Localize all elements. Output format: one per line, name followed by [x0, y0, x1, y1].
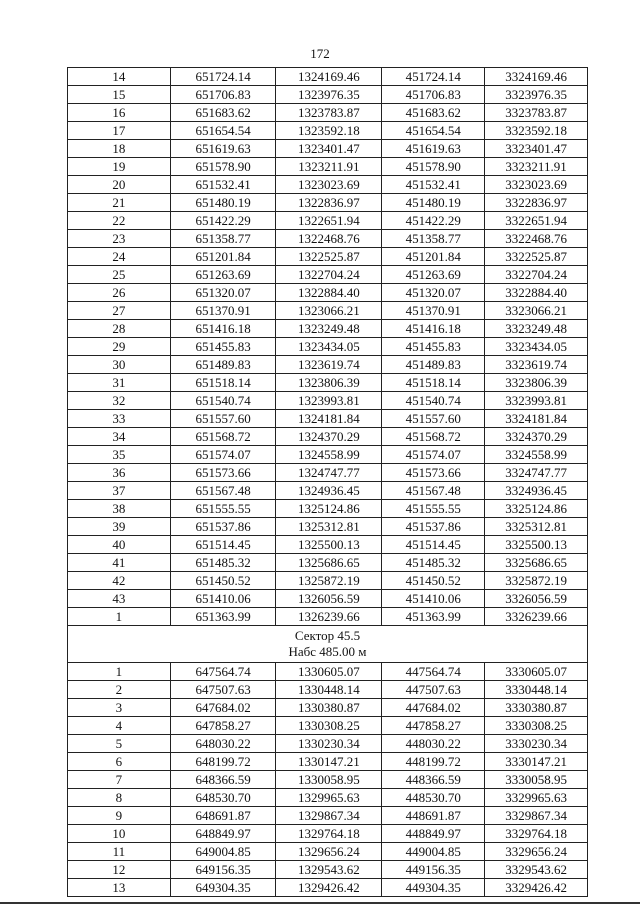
y-coordinate-cell: 1325872.19	[276, 572, 382, 590]
point-number-cell: 28	[68, 320, 171, 338]
y-coordinate-cell: 1324936.45	[276, 482, 382, 500]
table-row	[68, 879, 588, 897]
point-number-cell: 42	[68, 572, 171, 590]
y-coordinate-cell: 1324181.84	[276, 410, 382, 428]
point-number-cell: 1	[68, 608, 171, 626]
table-row	[68, 717, 588, 735]
x-coordinate-cell: 648849.97	[170, 825, 276, 843]
table-row	[68, 266, 588, 284]
x-local-cell: 451683.62	[382, 104, 485, 122]
x-local-cell: 451358.77	[382, 230, 485, 248]
table-row	[68, 410, 588, 428]
table-row	[68, 500, 588, 518]
point-number-cell: 6	[68, 753, 171, 771]
x-local-cell: 448849.97	[382, 825, 485, 843]
y-local-cell: 3324747.77	[485, 464, 588, 482]
section-header-row	[68, 626, 588, 663]
point-number-cell: 22	[68, 212, 171, 230]
section-title: Сектор 45.5	[294, 628, 361, 643]
table-row	[68, 590, 588, 608]
coordinates-table	[67, 67, 588, 897]
table-row	[68, 536, 588, 554]
point-number-cell: 21	[68, 194, 171, 212]
y-coordinate-cell: 1330058.95	[276, 771, 382, 789]
y-coordinate-cell: 1325686.65	[276, 554, 382, 572]
y-coordinate-cell: 1326239.66	[276, 608, 382, 626]
x-coordinate-cell: 647564.74	[170, 663, 276, 681]
table-row	[68, 554, 588, 572]
x-coordinate-cell: 651573.66	[170, 464, 276, 482]
x-coordinate-cell: 651568.72	[170, 428, 276, 446]
y-local-cell: 3329656.24	[485, 843, 588, 861]
x-coordinate-cell: 649156.35	[170, 861, 276, 879]
table-row	[68, 338, 588, 356]
y-coordinate-cell: 1322651.94	[276, 212, 382, 230]
x-local-cell: 451578.90	[382, 158, 485, 176]
table-row	[68, 158, 588, 176]
y-local-cell: 3325500.13	[485, 536, 588, 554]
point-number-cell: 43	[68, 590, 171, 608]
table-row	[68, 807, 588, 825]
y-local-cell: 3323249.48	[485, 320, 588, 338]
x-coordinate-cell: 651489.83	[170, 356, 276, 374]
x-local-cell: 451480.19	[382, 194, 485, 212]
table-row	[68, 320, 588, 338]
y-coordinate-cell: 1329867.34	[276, 807, 382, 825]
table-row	[68, 212, 588, 230]
point-number-cell: 40	[68, 536, 171, 554]
y-coordinate-cell: 1330147.21	[276, 753, 382, 771]
y-local-cell: 3322884.40	[485, 284, 588, 302]
point-number-cell: 8	[68, 789, 171, 807]
x-local-cell: 451450.52	[382, 572, 485, 590]
x-local-cell: 451263.69	[382, 266, 485, 284]
x-local-cell: 451489.83	[382, 356, 485, 374]
y-coordinate-cell: 1323211.91	[276, 158, 382, 176]
table-row	[68, 122, 588, 140]
x-coordinate-cell: 651514.45	[170, 536, 276, 554]
section-header-cell	[68, 626, 588, 663]
x-coordinate-cell: 651410.06	[170, 590, 276, 608]
table-row	[68, 464, 588, 482]
y-coordinate-cell: 1323434.05	[276, 338, 382, 356]
x-local-cell: 451724.14	[382, 68, 485, 86]
y-local-cell: 3329867.34	[485, 807, 588, 825]
x-coordinate-cell: 651480.19	[170, 194, 276, 212]
y-local-cell: 3324169.46	[485, 68, 588, 86]
x-local-cell: 451619.63	[382, 140, 485, 158]
y-coordinate-cell: 1323806.39	[276, 374, 382, 392]
point-number-cell: 29	[68, 338, 171, 356]
table-row	[68, 753, 588, 771]
x-local-cell: 451568.72	[382, 428, 485, 446]
x-local-cell: 451540.74	[382, 392, 485, 410]
x-coordinate-cell: 649004.85	[170, 843, 276, 861]
x-local-cell: 451537.86	[382, 518, 485, 536]
point-number-cell: 7	[68, 771, 171, 789]
y-local-cell: 3324181.84	[485, 410, 588, 428]
x-local-cell: 447507.63	[382, 681, 485, 699]
y-coordinate-cell: 1322468.76	[276, 230, 382, 248]
y-local-cell: 3322704.24	[485, 266, 588, 284]
y-local-cell: 3323434.05	[485, 338, 588, 356]
y-local-cell: 3323976.35	[485, 86, 588, 104]
point-number-cell: 18	[68, 140, 171, 158]
y-coordinate-cell: 1325312.81	[276, 518, 382, 536]
table-row	[68, 771, 588, 789]
point-number-cell: 20	[68, 176, 171, 194]
x-local-cell: 451654.54	[382, 122, 485, 140]
table-row	[68, 861, 588, 879]
y-local-cell: 3322651.94	[485, 212, 588, 230]
y-coordinate-cell: 1324370.29	[276, 428, 382, 446]
x-local-cell: 451416.18	[382, 320, 485, 338]
y-local-cell: 3330147.21	[485, 753, 588, 771]
x-coordinate-cell: 651485.32	[170, 554, 276, 572]
x-local-cell: 451410.06	[382, 590, 485, 608]
y-local-cell: 3330448.14	[485, 681, 588, 699]
x-local-cell: 447858.27	[382, 717, 485, 735]
y-local-cell: 3325124.86	[485, 500, 588, 518]
x-local-cell: 451514.45	[382, 536, 485, 554]
x-coordinate-cell: 651363.99	[170, 608, 276, 626]
x-coordinate-cell: 651578.90	[170, 158, 276, 176]
y-coordinate-cell: 1323401.47	[276, 140, 382, 158]
table-row	[68, 446, 588, 464]
y-local-cell: 3323619.74	[485, 356, 588, 374]
point-number-cell: 1	[68, 663, 171, 681]
point-number-cell: 33	[68, 410, 171, 428]
y-local-cell: 3322468.76	[485, 230, 588, 248]
y-local-cell: 3330380.87	[485, 699, 588, 717]
y-local-cell: 3323783.87	[485, 104, 588, 122]
table-body-bottom	[68, 663, 588, 897]
point-number-cell: 16	[68, 104, 171, 122]
x-coordinate-cell: 651555.55	[170, 500, 276, 518]
y-coordinate-cell: 1323592.18	[276, 122, 382, 140]
y-coordinate-cell: 1324747.77	[276, 464, 382, 482]
y-local-cell: 3330230.34	[485, 735, 588, 753]
x-local-cell: 448199.72	[382, 753, 485, 771]
y-coordinate-cell: 1330605.07	[276, 663, 382, 681]
point-number-cell: 41	[68, 554, 171, 572]
x-local-cell: 451485.32	[382, 554, 485, 572]
point-number-cell: 13	[68, 879, 171, 897]
x-coordinate-cell: 651450.52	[170, 572, 276, 590]
y-local-cell: 3322836.97	[485, 194, 588, 212]
y-local-cell: 3329764.18	[485, 825, 588, 843]
x-local-cell: 449304.35	[382, 879, 485, 897]
table-row	[68, 230, 588, 248]
x-coordinate-cell: 648691.87	[170, 807, 276, 825]
point-number-cell: 37	[68, 482, 171, 500]
point-number-cell: 31	[68, 374, 171, 392]
table-row	[68, 681, 588, 699]
table-row	[68, 699, 588, 717]
point-number-cell: 5	[68, 735, 171, 753]
x-coordinate-cell: 651455.83	[170, 338, 276, 356]
point-number-cell: 35	[68, 446, 171, 464]
point-number-cell: 30	[68, 356, 171, 374]
x-coordinate-cell: 651706.83	[170, 86, 276, 104]
point-number-cell: 19	[68, 158, 171, 176]
y-coordinate-cell: 1330230.34	[276, 735, 382, 753]
y-coordinate-cell: 1323066.21	[276, 302, 382, 320]
x-coordinate-cell: 651683.62	[170, 104, 276, 122]
y-local-cell: 3329965.63	[485, 789, 588, 807]
table-row	[68, 482, 588, 500]
x-coordinate-cell: 651619.63	[170, 140, 276, 158]
point-number-cell: 2	[68, 681, 171, 699]
y-coordinate-cell: 1322704.24	[276, 266, 382, 284]
x-coordinate-cell: 651537.86	[170, 518, 276, 536]
y-coordinate-cell: 1323023.69	[276, 176, 382, 194]
point-number-cell: 9	[68, 807, 171, 825]
table-row	[68, 374, 588, 392]
table-row	[68, 825, 588, 843]
point-number-cell: 38	[68, 500, 171, 518]
y-local-cell: 3325686.65	[485, 554, 588, 572]
table-row	[68, 608, 588, 626]
x-coordinate-cell: 648199.72	[170, 753, 276, 771]
table-row	[68, 356, 588, 374]
y-coordinate-cell: 1323783.87	[276, 104, 382, 122]
point-number-cell: 32	[68, 392, 171, 410]
y-coordinate-cell: 1329543.62	[276, 861, 382, 879]
x-coordinate-cell: 651540.74	[170, 392, 276, 410]
y-local-cell: 3324558.99	[485, 446, 588, 464]
y-local-cell: 3329426.42	[485, 879, 588, 897]
table-row	[68, 176, 588, 194]
y-local-cell: 3330058.95	[485, 771, 588, 789]
table-row	[68, 392, 588, 410]
x-local-cell: 451706.83	[382, 86, 485, 104]
x-local-cell: 451532.41	[382, 176, 485, 194]
y-local-cell: 3325312.81	[485, 518, 588, 536]
x-local-cell: 451574.07	[382, 446, 485, 464]
x-coordinate-cell: 651320.07	[170, 284, 276, 302]
x-local-cell: 449004.85	[382, 843, 485, 861]
y-local-cell: 3326056.59	[485, 590, 588, 608]
x-local-cell: 451557.60	[382, 410, 485, 428]
x-local-cell: 448691.87	[382, 807, 485, 825]
table-row	[68, 284, 588, 302]
table-row	[68, 518, 588, 536]
table-row	[68, 735, 588, 753]
y-coordinate-cell: 1323619.74	[276, 356, 382, 374]
x-local-cell: 448030.22	[382, 735, 485, 753]
x-coordinate-cell: 648030.22	[170, 735, 276, 753]
table-row	[68, 104, 588, 122]
y-local-cell: 3323066.21	[485, 302, 588, 320]
section-subtitle: Набс 485.00 м	[288, 644, 367, 659]
x-coordinate-cell: 651574.07	[170, 446, 276, 464]
x-coordinate-cell: 648530.70	[170, 789, 276, 807]
y-coordinate-cell: 1324169.46	[276, 68, 382, 86]
table-row	[68, 789, 588, 807]
table-row	[68, 572, 588, 590]
y-coordinate-cell: 1323976.35	[276, 86, 382, 104]
y-local-cell: 3322525.87	[485, 248, 588, 266]
x-coordinate-cell: 651532.41	[170, 176, 276, 194]
point-number-cell: 15	[68, 86, 171, 104]
x-local-cell: 448530.70	[382, 789, 485, 807]
x-local-cell: 451201.84	[382, 248, 485, 266]
table-row	[68, 843, 588, 861]
y-local-cell: 3326239.66	[485, 608, 588, 626]
y-coordinate-cell: 1322836.97	[276, 194, 382, 212]
table-row	[68, 302, 588, 320]
y-local-cell: 3323211.91	[485, 158, 588, 176]
point-number-cell: 27	[68, 302, 171, 320]
x-local-cell: 451320.07	[382, 284, 485, 302]
y-coordinate-cell: 1329965.63	[276, 789, 382, 807]
y-coordinate-cell: 1329656.24	[276, 843, 382, 861]
point-number-cell: 3	[68, 699, 171, 717]
x-coordinate-cell: 651416.18	[170, 320, 276, 338]
point-number-cell: 23	[68, 230, 171, 248]
page-number: 172	[310, 46, 330, 61]
y-local-cell: 3324936.45	[485, 482, 588, 500]
x-local-cell: 451573.66	[382, 464, 485, 482]
section-header	[68, 626, 588, 663]
x-coordinate-cell: 651518.14	[170, 374, 276, 392]
point-number-cell: 24	[68, 248, 171, 266]
bottom-rule	[0, 902, 640, 904]
point-number-cell: 25	[68, 266, 171, 284]
x-coordinate-cell: 651557.60	[170, 410, 276, 428]
x-local-cell: 451370.91	[382, 302, 485, 320]
x-local-cell: 451455.83	[382, 338, 485, 356]
y-coordinate-cell: 1329764.18	[276, 825, 382, 843]
x-coordinate-cell: 647684.02	[170, 699, 276, 717]
x-local-cell: 451567.48	[382, 482, 485, 500]
x-coordinate-cell: 651370.91	[170, 302, 276, 320]
y-local-cell: 3323401.47	[485, 140, 588, 158]
y-coordinate-cell: 1323993.81	[276, 392, 382, 410]
y-coordinate-cell: 1329426.42	[276, 879, 382, 897]
point-number-cell: 17	[68, 122, 171, 140]
y-coordinate-cell: 1330308.25	[276, 717, 382, 735]
y-local-cell: 3323023.69	[485, 176, 588, 194]
y-coordinate-cell: 1322884.40	[276, 284, 382, 302]
y-local-cell: 3323806.39	[485, 374, 588, 392]
point-number-cell: 11	[68, 843, 171, 861]
x-local-cell: 451555.55	[382, 500, 485, 518]
y-coordinate-cell: 1325124.86	[276, 500, 382, 518]
x-coordinate-cell: 651724.14	[170, 68, 276, 86]
x-local-cell: 451422.29	[382, 212, 485, 230]
point-number-cell: 26	[68, 284, 171, 302]
point-number-cell: 10	[68, 825, 171, 843]
x-coordinate-cell: 649304.35	[170, 879, 276, 897]
point-number-cell: 36	[68, 464, 171, 482]
y-coordinate-cell: 1324558.99	[276, 446, 382, 464]
point-number-cell: 4	[68, 717, 171, 735]
x-local-cell: 451363.99	[382, 608, 485, 626]
table-row	[68, 68, 588, 86]
y-coordinate-cell: 1330380.87	[276, 699, 382, 717]
table-row	[68, 428, 588, 446]
x-coordinate-cell: 647507.63	[170, 681, 276, 699]
x-local-cell: 447564.74	[382, 663, 485, 681]
x-coordinate-cell: 651358.77	[170, 230, 276, 248]
y-local-cell: 3325872.19	[485, 572, 588, 590]
y-local-cell: 3330605.07	[485, 663, 588, 681]
x-coordinate-cell: 651263.69	[170, 266, 276, 284]
table-row	[68, 86, 588, 104]
y-coordinate-cell: 1326056.59	[276, 590, 382, 608]
x-local-cell: 451518.14	[382, 374, 485, 392]
table-row	[68, 248, 588, 266]
y-coordinate-cell: 1330448.14	[276, 681, 382, 699]
table-row	[68, 140, 588, 158]
y-local-cell: 3323993.81	[485, 392, 588, 410]
y-local-cell: 3324370.29	[485, 428, 588, 446]
x-coordinate-cell: 651201.84	[170, 248, 276, 266]
x-coordinate-cell: 651654.54	[170, 122, 276, 140]
y-local-cell: 3330308.25	[485, 717, 588, 735]
y-coordinate-cell: 1325500.13	[276, 536, 382, 554]
x-local-cell: 447684.02	[382, 699, 485, 717]
y-local-cell: 3323592.18	[485, 122, 588, 140]
y-coordinate-cell: 1322525.87	[276, 248, 382, 266]
x-local-cell: 449156.35	[382, 861, 485, 879]
x-coordinate-cell: 647858.27	[170, 717, 276, 735]
y-local-cell: 3329543.62	[485, 861, 588, 879]
x-coordinate-cell: 648366.59	[170, 771, 276, 789]
y-coordinate-cell: 1323249.48	[276, 320, 382, 338]
table-row	[68, 663, 588, 681]
point-number-cell: 39	[68, 518, 171, 536]
x-coordinate-cell: 651567.48	[170, 482, 276, 500]
table-body-top	[68, 68, 588, 626]
point-number-cell: 34	[68, 428, 171, 446]
x-local-cell: 448366.59	[382, 771, 485, 789]
point-number-cell: 12	[68, 861, 171, 879]
x-coordinate-cell: 651422.29	[170, 212, 276, 230]
point-number-cell: 14	[68, 68, 171, 86]
table-row	[68, 194, 588, 212]
